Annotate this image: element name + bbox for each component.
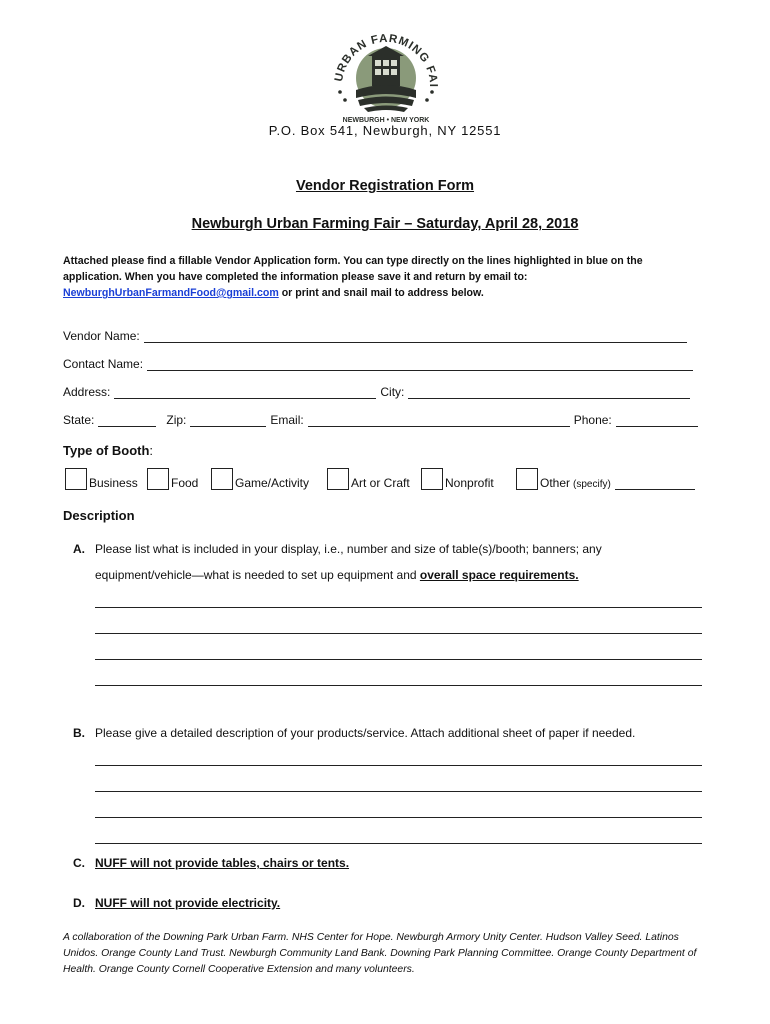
city-field[interactable] <box>408 385 690 399</box>
booth-type-colon: : <box>149 443 154 458</box>
description-item-c <box>73 850 703 876</box>
answer-b-line-1[interactable] <box>95 765 702 766</box>
answer-b-line-3[interactable] <box>95 817 702 818</box>
nonprofit-label: Nonprofit <box>445 476 494 490</box>
description-item-d <box>73 890 703 916</box>
food-label: Food <box>171 476 199 490</box>
contact-email-link[interactable]: NewburghUrbanFarmandFood@gmail.com <box>63 287 279 299</box>
urban-farming-fair-logo <box>328 20 444 124</box>
booth-option-food[interactable] <box>147 464 198 490</box>
form-title: Vendor Registration Form <box>295 178 475 194</box>
art-craft-label: Art or Craft <box>351 476 410 490</box>
answer-a-line-4[interactable] <box>95 685 702 686</box>
intro-text: Attached please find a fillable Vendor Application form. You can type directly on the lines highlighted in blue on the application. When you have completed the information please save it and return by email to: <box>63 255 643 283</box>
item-b-letter: B. <box>73 726 85 740</box>
address-field[interactable] <box>114 385 376 399</box>
phone-field[interactable] <box>616 413 698 427</box>
intro-paragraph <box>63 253 703 301</box>
item-a-text-1: Please list what is included in your display, i.e., number and size of table(s)/booth; banners; any <box>95 542 602 556</box>
booth-option-art-craft[interactable] <box>327 464 410 490</box>
booth-type-heading <box>63 443 153 458</box>
item-c-text: NUFF will not provide tables, chairs or tents. <box>95 856 350 870</box>
business-label: Business <box>89 476 138 490</box>
food-checkbox[interactable] <box>147 468 169 490</box>
intro-text-tail: or print and snail mail to address below. <box>278 287 484 299</box>
booth-option-nonprofit[interactable] <box>421 464 494 490</box>
answer-b-line-2[interactable] <box>95 791 702 792</box>
item-a-letter: A. <box>73 542 85 556</box>
event-title: Newburgh Urban Farming Fair – Saturday, April 28, 2018 <box>191 216 579 232</box>
answer-a-line-3[interactable] <box>95 659 702 660</box>
art-craft-checkbox[interactable] <box>327 468 349 490</box>
state-row <box>63 411 703 427</box>
contact-name-label: Contact Name: <box>63 357 144 371</box>
item-a-space-requirements: overall space requirements. <box>419 568 579 582</box>
state-label: State: <box>63 413 95 427</box>
description-item-b <box>73 720 703 746</box>
item-d-text: NUFF will not provide electricity. <box>95 896 281 910</box>
description-heading: Description <box>63 508 135 523</box>
zip-field[interactable] <box>190 413 266 427</box>
address-label: Address: <box>63 385 111 399</box>
svg-text:NEWBURGH • NEW YORK: NEWBURGH • NEW YORK <box>342 117 430 124</box>
city-label: City: <box>380 385 405 399</box>
state-field[interactable] <box>98 413 156 427</box>
other-checkbox[interactable] <box>516 468 538 490</box>
phone-label: Phone: <box>573 413 612 427</box>
collaboration-footer: A collaboration of the Downing Park Urban Farm. NHS Center for Hope. Newburgh Armory Unity Center. Hudson Valley Seed. Latinos Unidos. Orange County Land Trust. Newburgh Community Land Bank. Downing Park Planning Committee. Orange County Department of Health. Orange County Cornell Cooperative Extension and many volunteers. <box>63 932 697 975</box>
booth-type-heading-text: Type of Booth <box>63 443 150 458</box>
game-activity-checkbox[interactable] <box>211 468 233 490</box>
vendor-name-row <box>63 327 703 343</box>
answer-b-line-4[interactable] <box>95 843 702 844</box>
contact-name-field[interactable] <box>147 357 693 371</box>
item-d-letter: D. <box>73 896 85 910</box>
booth-type-options <box>63 464 713 490</box>
address-row <box>63 383 703 399</box>
svg-text:URBAN FARMING FAIR: URBAN FARMING FAI <box>333 32 440 88</box>
other-label: Other <box>540 476 571 490</box>
other-specify-field[interactable] <box>615 476 695 490</box>
specify-label: (specify) <box>573 479 611 490</box>
item-c-letter: C. <box>73 856 85 870</box>
answer-a-line-1[interactable] <box>95 607 702 608</box>
booth-option-other[interactable] <box>516 464 695 490</box>
item-b-text: Please give a detailed description of your products/service. Attach additional sheet of paper if needed. <box>95 726 636 740</box>
email-field[interactable] <box>308 413 570 427</box>
email-label: Email: <box>270 413 304 427</box>
booth-option-business[interactable] <box>65 464 138 490</box>
zip-label: Zip: <box>166 413 187 427</box>
answer-a-line-2[interactable] <box>95 633 702 634</box>
booth-option-game-activity[interactable] <box>211 464 309 490</box>
mailing-address: P.O. Box 541, Newburgh, NY 12551 <box>268 123 502 138</box>
game-activity-label: Game/Activity <box>235 476 310 490</box>
nonprofit-checkbox[interactable] <box>421 468 443 490</box>
description-item-a <box>73 536 703 588</box>
business-checkbox[interactable] <box>65 468 87 490</box>
item-a-text-2: equipment/vehicle—what is needed to set up equipment and <box>95 568 420 582</box>
vendor-name-label: Vendor Name: <box>63 329 140 343</box>
vendor-name-field[interactable] <box>144 329 687 343</box>
contact-name-row <box>63 355 703 371</box>
